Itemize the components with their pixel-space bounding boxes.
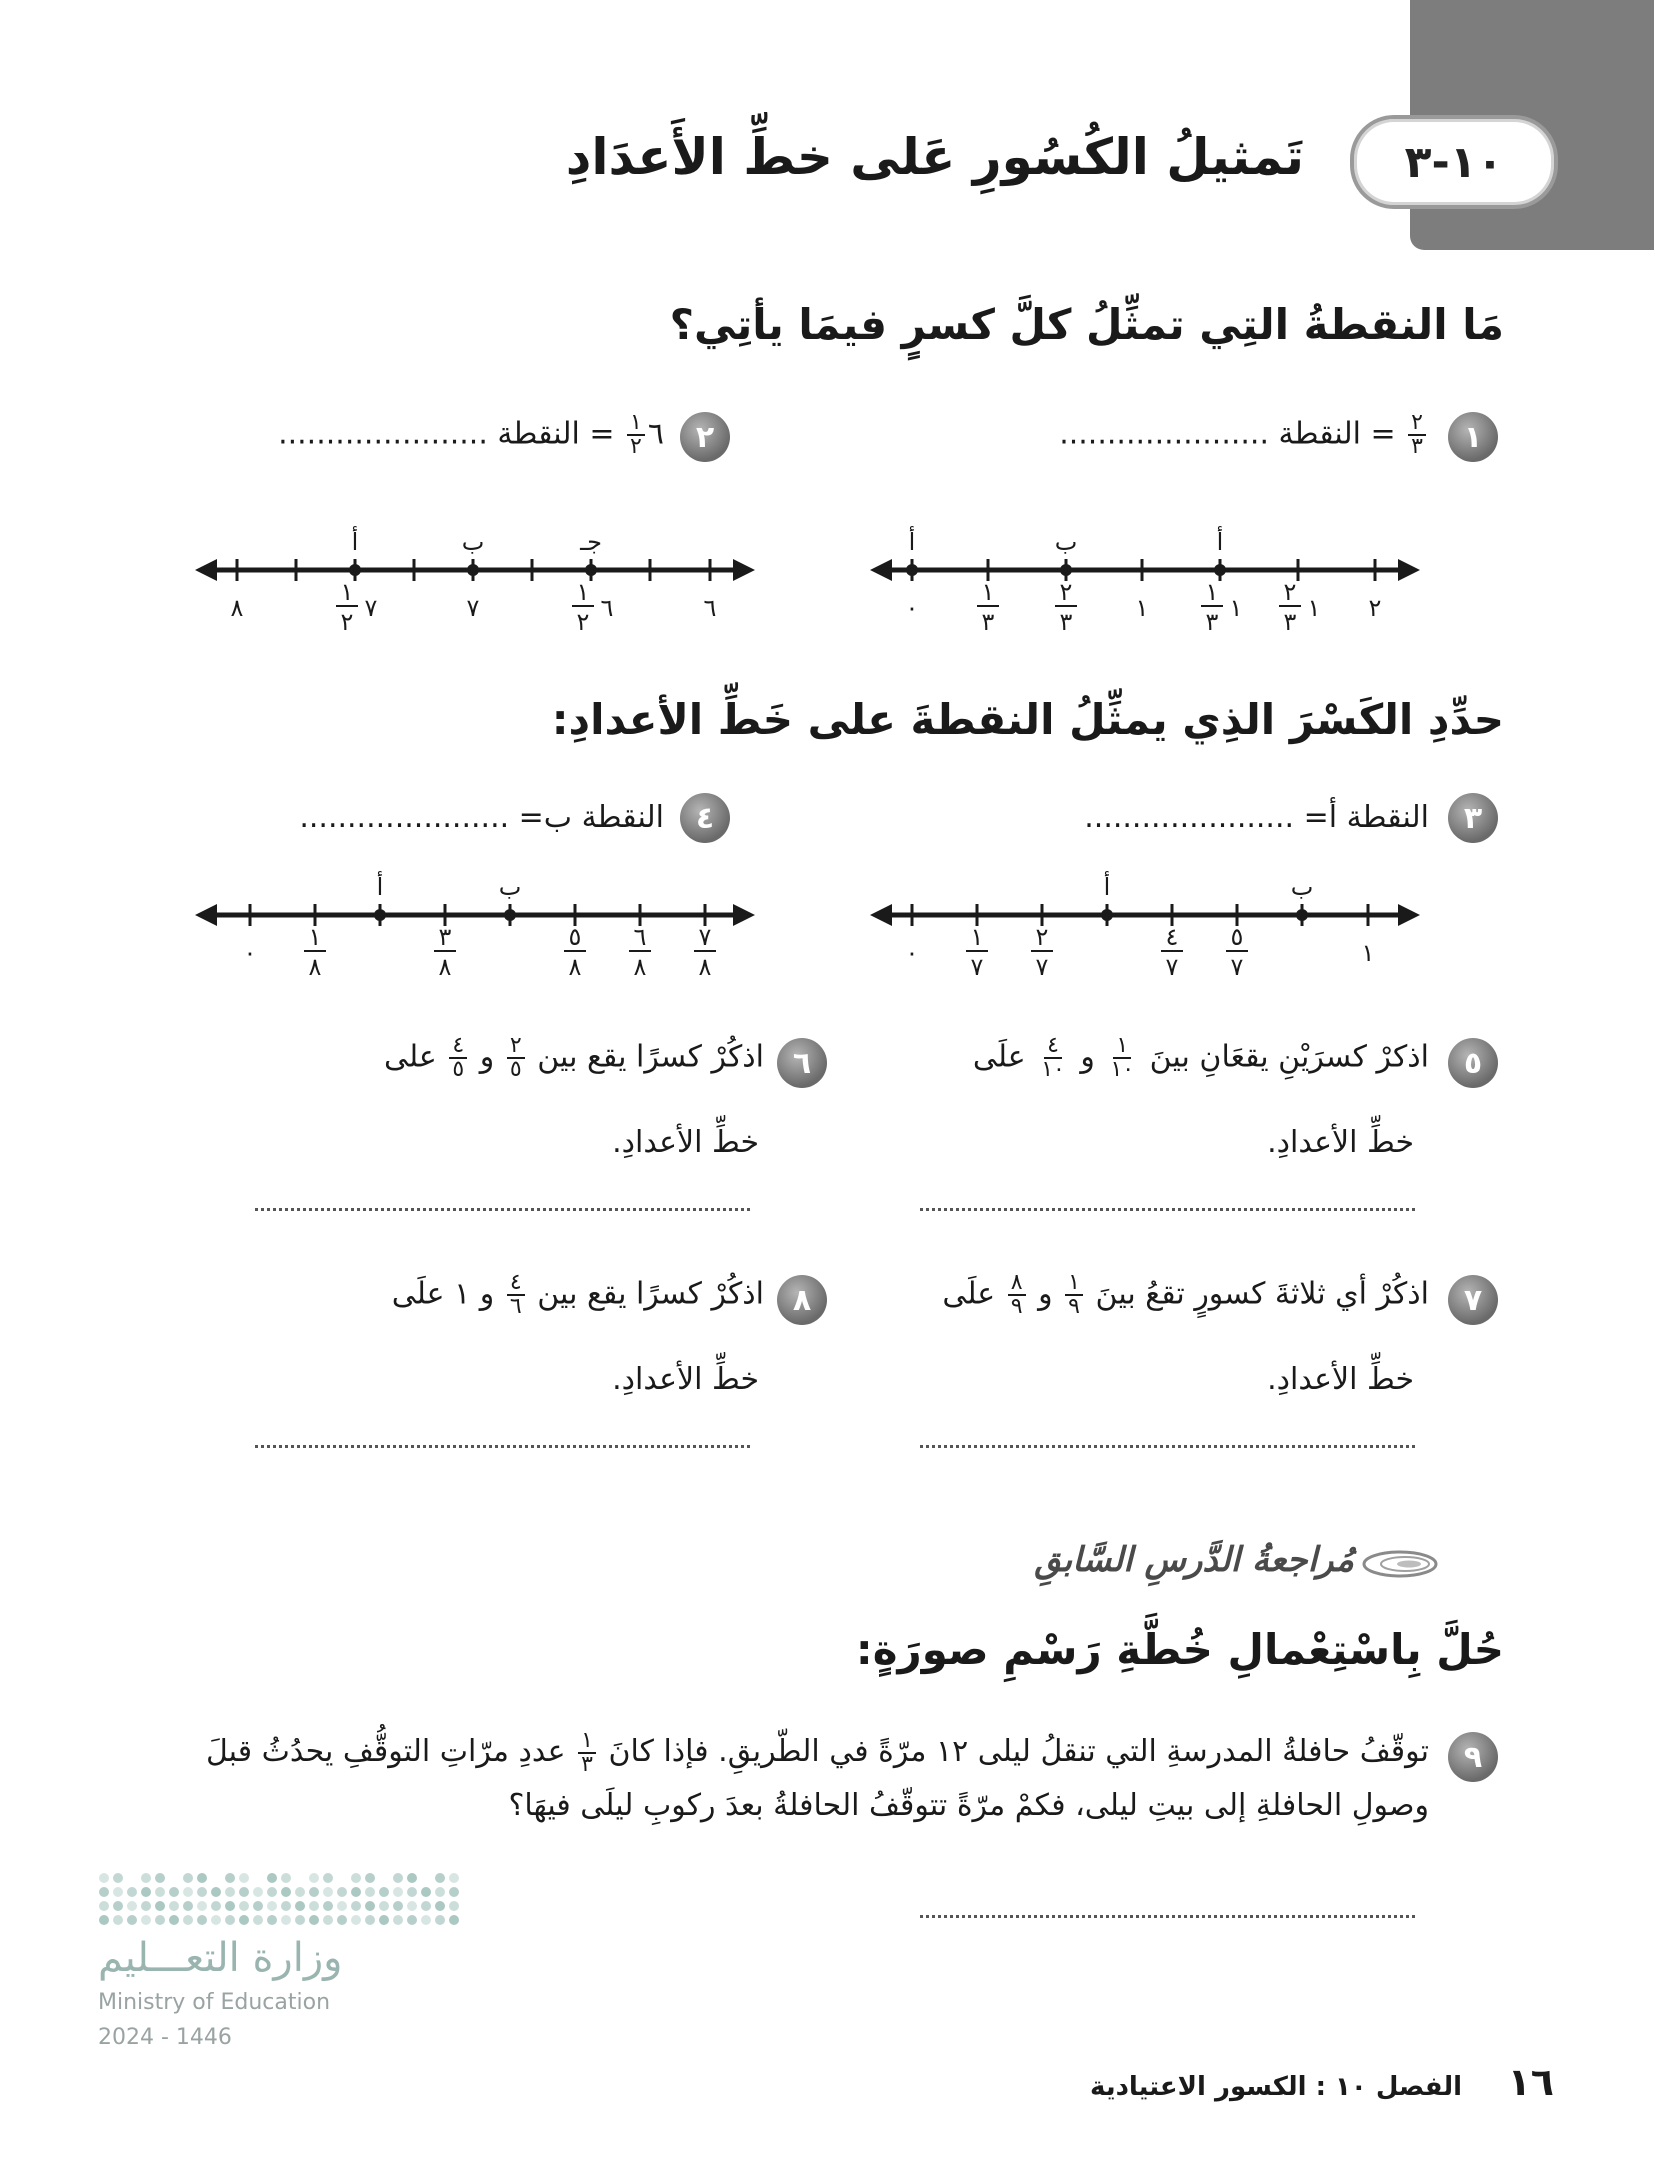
point-dot bbox=[1101, 909, 1113, 921]
logo-dot bbox=[435, 1901, 445, 1911]
logo-dot bbox=[323, 1887, 333, 1897]
tick-whole: ٢ bbox=[1368, 594, 1382, 622]
question-badge-8: ٨ bbox=[777, 1275, 827, 1325]
tick-numerator: ٥ bbox=[1230, 923, 1244, 951]
tick-denominator: ٢ bbox=[576, 608, 590, 636]
logo-dot bbox=[225, 1887, 235, 1897]
logo-dot bbox=[211, 1915, 221, 1925]
tick-numerator: ٢ bbox=[1059, 578, 1073, 606]
logo-dot bbox=[239, 1915, 249, 1925]
logo-dot bbox=[393, 1901, 403, 1911]
answer-line-8[interactable] bbox=[255, 1445, 750, 1448]
arrow-right bbox=[1398, 559, 1420, 581]
point-label: أ bbox=[376, 873, 384, 901]
tick-whole: ١ bbox=[1307, 594, 1321, 622]
logo-dot bbox=[407, 1887, 417, 1897]
logo-dot bbox=[127, 1887, 137, 1897]
question-3-prompt[interactable]: النقطة أ= ...................... bbox=[1084, 800, 1429, 835]
point-dot bbox=[467, 564, 479, 576]
ministry-name-english: Ministry of Education bbox=[98, 1990, 331, 2015]
tick-label bbox=[564, 923, 586, 981]
logo-dot bbox=[267, 1915, 277, 1925]
tick-numerator: ٥ bbox=[568, 923, 582, 951]
logo-dot bbox=[155, 1873, 165, 1883]
question-7-line2: خطِّ الأعدادِ. bbox=[1267, 1362, 1414, 1397]
logo-dot bbox=[365, 1887, 375, 1897]
logo-dot bbox=[99, 1915, 109, 1925]
tick-whole: ٧ bbox=[364, 594, 378, 622]
tick-numerator: ١ bbox=[970, 923, 984, 951]
logo-dot bbox=[309, 1915, 319, 1925]
tick-label bbox=[231, 594, 244, 622]
logo-dot bbox=[449, 1887, 459, 1897]
logo-dot bbox=[155, 1901, 165, 1911]
question-8-line2: خطِّ الأعدادِ. bbox=[612, 1362, 759, 1397]
logo-dot bbox=[281, 1901, 291, 1911]
question-7-line1: اذكُرْ أي ثلاثةَ كسورٍ تقعُ بينَ $\frac{١}{٩}$ و $\frac{٨}{٩}$ علَى bbox=[942, 1270, 1429, 1319]
review-swirl-icon bbox=[1345, 1545, 1440, 1583]
logo-dot bbox=[323, 1873, 333, 1883]
question-badge-3: ٣ bbox=[1448, 793, 1498, 843]
logo-dot bbox=[281, 1873, 291, 1883]
arrow-left bbox=[195, 904, 217, 926]
answer-blank[interactable]: ...................... bbox=[1059, 416, 1269, 452]
logo-dot bbox=[239, 1887, 249, 1897]
logo-dot bbox=[421, 1901, 431, 1911]
answer-line-5[interactable] bbox=[920, 1208, 1415, 1211]
lesson-number-badge bbox=[1350, 115, 1558, 209]
number-line-q3 bbox=[870, 860, 1420, 1000]
answer-line-9[interactable] bbox=[920, 1915, 1415, 1918]
question-badge-1: ١ bbox=[1448, 412, 1498, 462]
question-5-line2: خطِّ الأعدادِ. bbox=[1267, 1125, 1414, 1160]
logo-dot bbox=[183, 1915, 193, 1925]
point-dot bbox=[585, 564, 597, 576]
point-dot bbox=[906, 564, 918, 576]
logo-dot bbox=[435, 1873, 445, 1883]
logo-dot bbox=[169, 1887, 179, 1897]
point-dot bbox=[1296, 909, 1308, 921]
arrow-left bbox=[870, 904, 892, 926]
logo-dot bbox=[267, 1873, 277, 1883]
question-badge-4: ٤ bbox=[680, 793, 730, 843]
fraction: $\frac{١}{٩}$ bbox=[1065, 1272, 1083, 1318]
logo-dot bbox=[351, 1901, 361, 1911]
tick-numerator: ١ bbox=[576, 578, 590, 606]
fraction: $\frac{٤}{١٠}$ bbox=[1041, 1033, 1065, 1082]
tick-label bbox=[966, 923, 988, 981]
ministry-year: 2024 - 1446 bbox=[98, 2025, 232, 2050]
logo-dot bbox=[183, 1901, 193, 1911]
tick-label bbox=[1279, 578, 1320, 636]
tick-denominator: ٧ bbox=[970, 953, 984, 981]
question-badge-7: ٧ bbox=[1448, 1275, 1498, 1325]
question-4-prompt[interactable]: النقطة ب= ...................... bbox=[299, 800, 664, 835]
point-label: ب bbox=[498, 873, 522, 901]
logo-dot bbox=[239, 1901, 249, 1911]
page-footer bbox=[1090, 2060, 1554, 2104]
logo-dot bbox=[169, 1915, 179, 1925]
review-heading: حُلَّ بِاسْتِعْمالِ خُطَّةِ رَسْمِ صورَةٍ: bbox=[855, 1625, 1504, 1674]
logo-dot bbox=[295, 1887, 305, 1897]
logo-dot bbox=[141, 1915, 151, 1925]
logo-dot bbox=[351, 1887, 361, 1897]
question-1-prompt: $\frac{٢}{٣}$ = النقطة ...................... bbox=[1059, 412, 1429, 458]
tick-label bbox=[1136, 594, 1149, 622]
tick-label bbox=[1226, 923, 1248, 981]
logo-dot bbox=[421, 1915, 431, 1925]
logo-dot bbox=[351, 1915, 361, 1925]
tick-whole: ٠ bbox=[905, 939, 919, 967]
tick-label bbox=[1031, 923, 1053, 981]
logo-dot bbox=[99, 1887, 109, 1897]
logo-dot bbox=[393, 1873, 403, 1883]
logo-dot bbox=[253, 1901, 263, 1911]
logo-dot bbox=[141, 1887, 151, 1897]
tick-label bbox=[467, 594, 480, 622]
tick-whole: ٧ bbox=[466, 594, 480, 622]
logo-dot bbox=[197, 1901, 207, 1911]
tick-label bbox=[629, 923, 651, 981]
tick-label bbox=[1362, 939, 1375, 967]
number-line-q2 bbox=[195, 515, 755, 655]
fraction: $\frac{١}{٢}$ bbox=[627, 412, 645, 458]
number-line-q4 bbox=[195, 860, 755, 1000]
tick-numerator: ٣ bbox=[438, 923, 452, 951]
logo-dot bbox=[155, 1887, 165, 1897]
logo-dot bbox=[183, 1887, 193, 1897]
tick-label bbox=[704, 594, 717, 622]
answer-line-7[interactable] bbox=[920, 1445, 1415, 1448]
logo-dot bbox=[323, 1915, 333, 1925]
logo-dot bbox=[267, 1887, 277, 1897]
logo-dot bbox=[113, 1873, 123, 1883]
logo-dot bbox=[407, 1873, 417, 1883]
logo-dot bbox=[449, 1873, 459, 1883]
logo-dot bbox=[197, 1915, 207, 1925]
tick-whole: ٠ bbox=[243, 939, 257, 967]
logo-dot bbox=[281, 1915, 291, 1925]
page-title: تَمثيلُ الكُسُورِ عَلى خطِّ الأَعدَادِ bbox=[565, 128, 1304, 186]
logo-dot bbox=[295, 1901, 305, 1911]
tick-numerator: ٧ bbox=[698, 923, 712, 951]
point-label: ب bbox=[461, 528, 485, 556]
question-badge-6: ٦ bbox=[777, 1038, 827, 1088]
question-6-line1: اذكُرْ كسرًا يقع بين $\frac{٢}{٥}$ و $\frac{٤}{٥}$ على bbox=[384, 1033, 764, 1082]
tick-denominator: ٣ bbox=[1283, 608, 1297, 636]
logo-dot bbox=[449, 1901, 459, 1911]
point-label: ب bbox=[1290, 873, 1314, 901]
fraction: $\frac{٢}{٥}$ bbox=[507, 1035, 525, 1081]
tick-whole: ١ bbox=[1361, 939, 1375, 967]
logo-dot bbox=[309, 1887, 319, 1897]
logo-dot bbox=[435, 1915, 445, 1925]
logo-dot bbox=[281, 1887, 291, 1897]
point-dot bbox=[349, 564, 361, 576]
tick-label bbox=[434, 923, 456, 981]
logo-dot bbox=[295, 1915, 305, 1925]
logo-dot bbox=[225, 1915, 235, 1925]
tick-whole: ١ bbox=[1229, 594, 1243, 622]
tick-numerator: ١ bbox=[1205, 578, 1219, 606]
arrow-left bbox=[195, 559, 217, 581]
logo-dot bbox=[365, 1915, 375, 1925]
question-2-prompt: ٦ $\frac{١}{٢}$ = النقطة ...................... bbox=[278, 410, 664, 459]
fraction: $\frac{١}{١٠}$ bbox=[1110, 1033, 1135, 1082]
tick-label bbox=[1161, 923, 1183, 981]
logo-dot bbox=[337, 1901, 347, 1911]
logo-dot bbox=[141, 1901, 151, 1911]
question-9-text: توقّفُ حافلةُ المدرسةِ التي تنقلُ ليلى ١٢ مرّةً في الطّريقِ. فإذا كانَ $\frac{١}{٣}$ عددِ مرّاتِ التوقُّفِ يحدُثُ قبلَ وصولِ الحافلةِ إلى بيتِ ليلى، فكمْ مرّةً تتوقّفُ الحافلةُ بعدَ ركوبِ ليلَى فيهَا؟ bbox=[205, 1727, 1429, 1823]
tick-denominator: ٣ bbox=[1059, 608, 1073, 636]
logo-dot bbox=[337, 1887, 347, 1897]
point-dot bbox=[374, 909, 386, 921]
logo-dot bbox=[379, 1901, 389, 1911]
tick-label bbox=[694, 923, 716, 981]
tick-whole: ١ bbox=[1135, 594, 1149, 622]
tick-numerator: ٦ bbox=[633, 923, 647, 951]
logo-dot bbox=[225, 1901, 235, 1911]
page-number: ١٦ bbox=[1507, 2060, 1554, 2104]
chapter-title: الفصل ١٠ : الكسور الاعتيادية bbox=[1090, 2072, 1463, 2102]
point-dot bbox=[1060, 564, 1072, 576]
answer-blank[interactable]: ...................... bbox=[278, 416, 488, 452]
logo-dot bbox=[169, 1901, 179, 1911]
logo-dot bbox=[365, 1873, 375, 1883]
tick-label bbox=[336, 578, 378, 636]
logo-dot bbox=[351, 1873, 361, 1883]
logo-dot bbox=[99, 1873, 109, 1883]
tick-numerator: ١ bbox=[340, 578, 354, 606]
logo-dot bbox=[407, 1901, 417, 1911]
logo-dot bbox=[155, 1915, 165, 1925]
tick-denominator: ٨ bbox=[633, 953, 647, 981]
logo-dot bbox=[337, 1915, 347, 1925]
tick-denominator: ٨ bbox=[568, 953, 582, 981]
tick-label bbox=[244, 939, 257, 967]
tick-label bbox=[572, 578, 613, 636]
tick-denominator: ٣ bbox=[1205, 608, 1219, 636]
tick-whole: ٦ bbox=[600, 594, 614, 622]
review-label: مُراجعةُ الدَّرسِ السَّابقِ bbox=[1034, 1540, 1354, 1580]
tick-label bbox=[1201, 578, 1242, 636]
point-dot bbox=[504, 909, 516, 921]
tick-label bbox=[906, 939, 919, 967]
fraction: $\frac{٨}{٩}$ bbox=[1008, 1272, 1026, 1318]
point-label: جـ bbox=[580, 528, 602, 556]
tick-numerator: ٢ bbox=[1283, 578, 1297, 606]
logo-dot bbox=[183, 1873, 193, 1883]
logo-dot bbox=[253, 1887, 263, 1897]
fraction: $\frac{٢}{٣}$ bbox=[1408, 412, 1426, 458]
logo-dot bbox=[239, 1873, 249, 1883]
answer-line-6[interactable] bbox=[255, 1208, 750, 1211]
logo-dot bbox=[99, 1901, 109, 1911]
logo-dot bbox=[197, 1887, 207, 1897]
logo-dot bbox=[211, 1901, 221, 1911]
question-badge-5: ٥ bbox=[1448, 1038, 1498, 1088]
fraction: $\frac{٤}{٥}$ bbox=[449, 1035, 467, 1081]
ministry-name-arabic: وزارة التعـــليم bbox=[98, 1935, 343, 1981]
tick-denominator: ٣ bbox=[981, 608, 995, 636]
logo-dot bbox=[127, 1915, 137, 1925]
logo-dot bbox=[113, 1915, 123, 1925]
point-dot bbox=[1214, 564, 1226, 576]
logo-dot bbox=[225, 1873, 235, 1883]
logo-dot bbox=[127, 1901, 137, 1911]
tick-denominator: ٨ bbox=[698, 953, 712, 981]
arrow-right bbox=[1398, 904, 1420, 926]
arrow-left bbox=[870, 559, 892, 581]
logo-dot bbox=[379, 1915, 389, 1925]
logo-dot bbox=[421, 1887, 431, 1897]
number-line-q1 bbox=[870, 515, 1420, 655]
section1-heading: مَا النقطةُ التِي تمثِّلُ كلَّ كسرٍ فيمَا يأتِي؟ bbox=[669, 300, 1504, 349]
point-label: أ bbox=[908, 528, 916, 556]
tick-numerator: ١ bbox=[308, 923, 322, 951]
logo-dot bbox=[407, 1915, 417, 1925]
tick-whole: ٠ bbox=[905, 594, 919, 622]
tick-numerator: ٤ bbox=[1165, 923, 1179, 951]
ministry-logo-dots bbox=[98, 1870, 478, 1930]
lesson-number: ١٠-٣ bbox=[1404, 136, 1504, 188]
tick-denominator: ٨ bbox=[438, 953, 452, 981]
logo-dot bbox=[309, 1901, 319, 1911]
question-badge-2: ٢ bbox=[680, 412, 730, 462]
tick-numerator: ٢ bbox=[1035, 923, 1049, 951]
tick-denominator: ٢ bbox=[340, 608, 354, 636]
logo-dot bbox=[393, 1915, 403, 1925]
tick-denominator: ٧ bbox=[1230, 953, 1244, 981]
logo-dot bbox=[309, 1873, 319, 1883]
logo-dot bbox=[211, 1887, 221, 1897]
logo-dot bbox=[435, 1887, 445, 1897]
tick-whole: ٨ bbox=[230, 594, 244, 622]
tick-label bbox=[906, 594, 919, 622]
logo-dot bbox=[365, 1901, 375, 1911]
logo-dot bbox=[253, 1915, 263, 1925]
section2-heading: حدِّدِ الكَسْرَ الذِي يمثِّلُ النقطةَ على خَطِّ الأعدادِ: bbox=[551, 695, 1504, 744]
arrow-right bbox=[733, 904, 755, 926]
point-label: أ bbox=[351, 528, 359, 556]
tick-label bbox=[1369, 594, 1382, 622]
logo-dot bbox=[197, 1873, 207, 1883]
question-badge-9: ٩ bbox=[1448, 1732, 1498, 1782]
logo-dot bbox=[449, 1915, 459, 1925]
point-label: أ bbox=[1103, 873, 1111, 901]
logo-dot bbox=[379, 1887, 389, 1897]
tick-denominator: ٧ bbox=[1165, 953, 1179, 981]
logo-dot bbox=[393, 1887, 403, 1897]
fraction: $\frac{٤}{٦}$ bbox=[507, 1272, 525, 1318]
tick-label bbox=[977, 578, 999, 636]
logo-dot bbox=[141, 1873, 151, 1883]
question-5-line1: اذكرْ كسرَيْنِ يقعَانِ بينَ $\frac{١}{١٠}$ و $\frac{٤}{١٠}$ علَى bbox=[972, 1033, 1429, 1082]
question-8-line1: اذكُرْ كسرًا يقع بين $\frac{٤}{٦}$ و ١ علَى bbox=[391, 1270, 764, 1319]
tick-whole: ٦ bbox=[703, 594, 717, 622]
fraction: $\frac{١}{٣}$ bbox=[578, 1730, 596, 1776]
tick-label bbox=[1055, 578, 1077, 636]
arrow-right bbox=[733, 559, 755, 581]
point-label: أ bbox=[1216, 528, 1224, 556]
logo-dot bbox=[323, 1901, 333, 1911]
tick-denominator: ٨ bbox=[308, 953, 322, 981]
tick-numerator: ١ bbox=[981, 578, 995, 606]
tick-denominator: ٧ bbox=[1035, 953, 1049, 981]
point-label: ب bbox=[1054, 528, 1078, 556]
logo-dot bbox=[113, 1887, 123, 1897]
question-6-line2: خطِّ الأعدادِ. bbox=[612, 1125, 759, 1160]
logo-dot bbox=[113, 1901, 123, 1911]
tick-label bbox=[304, 923, 326, 981]
logo-dot bbox=[267, 1901, 277, 1911]
